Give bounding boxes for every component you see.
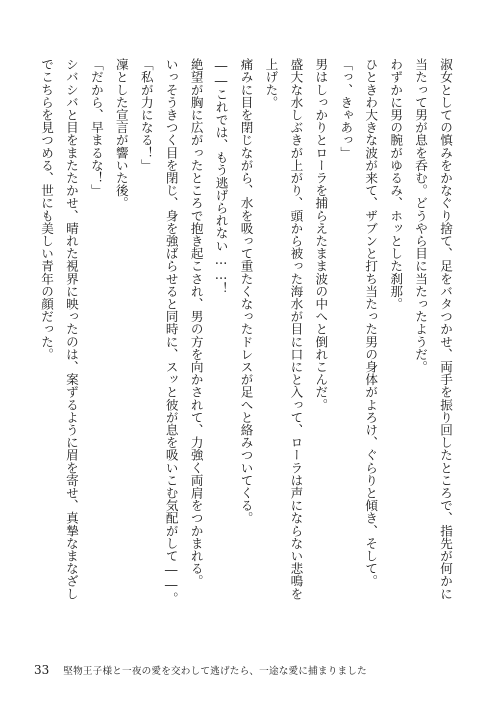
text-column: 淑女としての慎みをかなぐり捨て、足をバタつかせ、両手を振り回したところで、指先が何かに — [438, 58, 453, 600]
text-column: 絶望が胸に広がったところで抱き起こされ、男の方を向かされて、力強く両肩をつかまれる。 — [188, 58, 204, 588]
text-column: 凜とした宣言が響いた後。 — [113, 58, 129, 210]
text-column: 男はしっかりとローラを捕らえたまま波の中へと倒れこんだ。 — [313, 58, 329, 411]
text-column: いっそうきつく目を閉じ、身を強ばらせると同時に、スッと彼が息を吸いこむ気配がして――。 — [163, 58, 179, 605]
text-column: でこちらを見つめる、世にも美しい青年の顔だった。 — [39, 58, 54, 361]
vertical-body-text — [36, 58, 456, 640]
book-title: 堅物王子様と一夜の愛を交わして逃げたら、一途な愛に捕まりました — [63, 666, 367, 677]
text-column: ――これでは、もう逃げられない……！ — [213, 58, 229, 295]
page-number: 33 — [34, 663, 50, 677]
text-column: 盛大な水しぶきが上がり、頭から被った海水が目に口にと入って、ローラは声にならない悲鳴を — [288, 58, 304, 600]
page-footer — [34, 662, 367, 678]
text-column: 当たって男が息を呑む。どうやら目に当たったようだ。 — [413, 58, 429, 373]
text-column: ひときわ大きな波が来て、ザブンと打ち当たった男の身体がよろけ、ぐらりと傾き、そして。 — [363, 58, 379, 588]
text-column: 「私が力になる！」 — [138, 58, 154, 172]
text-column: 上げた。 — [263, 58, 279, 109]
text-column: わずかに男の腕がゆるみ、ホッとした刹那。 — [388, 58, 404, 310]
text-column: 「っ、きゃあっ」 — [338, 58, 354, 159]
text-column: 「だから、早まるな！」 — [88, 58, 104, 197]
text-column: 痛みに目を閉じながら、水を吸って重たくなったドレスが足へと絡みついてくる。 — [238, 58, 254, 525]
text-column: シバシバと目をまたたかせ、晴れた視界に映ったのは、案ずるように眉を寄せ、真摯なまなざし — [63, 58, 79, 600]
